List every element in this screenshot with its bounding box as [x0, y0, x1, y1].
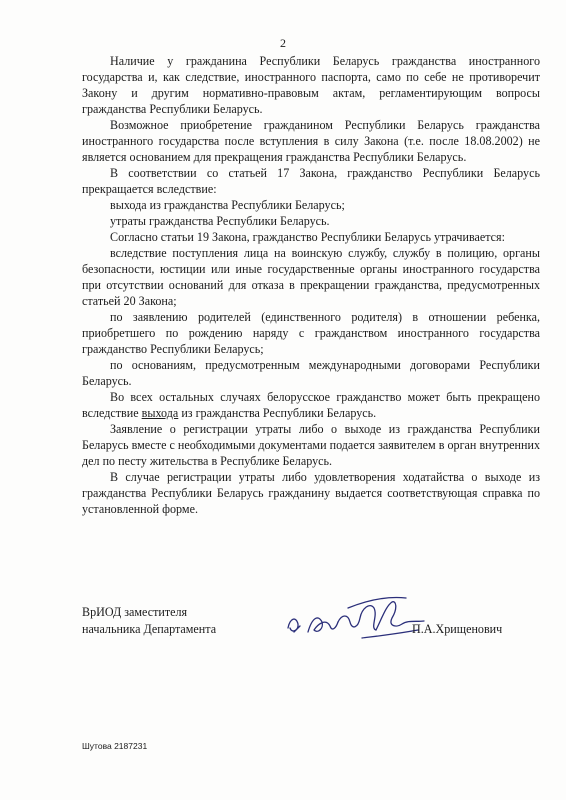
- signer-title-line: начальника Департамента: [82, 622, 217, 636]
- list-item: утраты гражданства Республики Беларусь.: [110, 214, 330, 228]
- list-item: выхода из гражданства Республики Беларусь;: [110, 198, 345, 212]
- paragraph: В соответствии со статьей 17 Закона, гражданство Республики Беларусь прекращается вследствие:: [82, 166, 540, 196]
- paragraph: Заявление о регистрации утраты либо о выходе из гражданства Республики Беларусь вместе с необходимыми документами подается заявителем в орган внутренних дел по песту жительства в Республике Беларусь.: [82, 422, 540, 468]
- handwritten-signature: [278, 588, 428, 648]
- signer-title: [82, 604, 216, 638]
- list-item: по заявлению родителей (единственного родителя) в отношении ребенка, приобретшего по рождению наряду с гражданством иностранного государства гражданство Республики Беларусь;: [82, 310, 540, 356]
- document-body: [82, 53, 540, 517]
- paragraph: В случае регистрации утраты либо удовлетворения ходатайства о выходе из гражданства Республики Беларусь гражданину выдается соответствующая справка по установленной форме.: [82, 470, 540, 516]
- signer-name: П.А.Хрищенович: [412, 622, 503, 636]
- underlined-word: выхода: [141, 406, 179, 420]
- paragraph-exit: [82, 389, 540, 421]
- signer-title-line: ВрИОД заместителя: [82, 605, 188, 619]
- list-item: по основаниям, предусмотренным международными договорами Республики Беларусь.: [82, 358, 540, 388]
- page-number: 2: [280, 36, 286, 50]
- executor-note: Шутова 2187231: [82, 741, 148, 751]
- text-fragment: Во всех остальных случаях белорусское гражданство может быть прекращено вследствие: [82, 390, 540, 420]
- paragraph: Согласно статьи 19 Закона, гражданство Республики Беларусь утрачивается:: [110, 230, 505, 244]
- paragraph: Возможное приобретение гражданином Республики Беларусь гражданства иностранного государства после вступления в силу Закона (т.е. после 18.08.2002) не является основанием для прекращения гражданства Республики Беларусь.: [82, 118, 540, 164]
- text-fragment: из гражданства Республики Беларусь.: [178, 406, 377, 420]
- list-item: вследствие поступления лица на воинскую службу, службу в полицию, органы безопасности, юстиции или иные государственные органы иностранного государства при отсутствии оснований для отказа в прекращении гражданства, предусмотренных статьей 20 Закона;: [82, 246, 540, 308]
- paragraph: Наличие у гражданина Республики Беларусь гражданства иностранного государства и, как следствие, иностранного паспорта, само по себе не противоречит Закону и другим нормативно-правовым актам, регламентирующим вопросы гражданства Республики Беларусь.: [82, 54, 540, 116]
